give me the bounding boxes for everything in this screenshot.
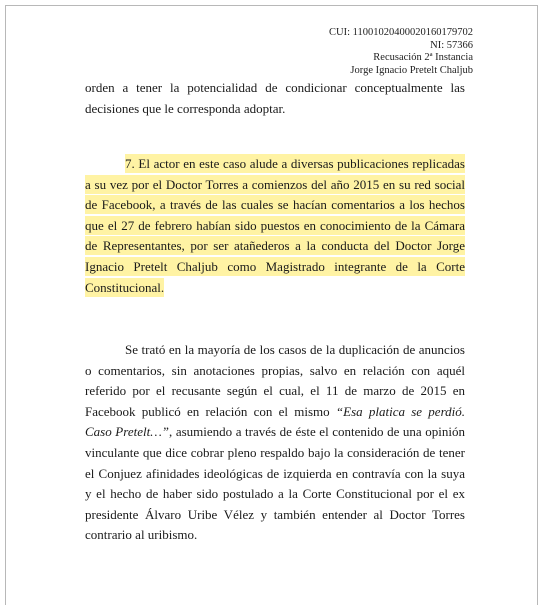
paragraph-continuation	[85, 78, 465, 119]
header-recusacion: Recusación 2ª Instancia	[373, 52, 473, 63]
paragraph-3	[85, 340, 465, 546]
paragraph-1-text: orden a tener la potencialidad de condicionar conceptualmente las decisiones que le corresponda adoptar.	[85, 80, 465, 116]
header-name: Jorge Ignacio Pretelt Chaljub	[350, 64, 473, 76]
header-cui: CUI: 11001020400020160179702	[329, 27, 473, 38]
header-ni: NI: 57366	[430, 39, 473, 51]
paragraph-3-text-before: Se trató en la mayoría de los casos de la duplicación de anuncios o comentarios, sin anotaciones propias, salvo en relación con aquél referido por el recusante según el cual, el 11 de marzo de 2015 en Facebook publicó en relación con el mismo	[85, 342, 465, 419]
highlighted-text: 7. El actor en este caso alude a diversas publicaciones replicadas a su vez por el Doctor Torres a comienzos del año 2015 en su red social de Facebook, a través de las cuales se hacían comentarios a los hechos que el 27 de febrero habían sido puestos en conocimiento de la Cámara de Representantes, por ser atañederos a la conducta del Doctor Jorge Ignacio Pretelt Chaljub como Magistrado integrante de la Corte Constitucional.	[85, 156, 465, 295]
paragraph-3-text-after: , asumiendo a través de éste el contenido de una opinión vinculante que dice cobrar pleno respaldo bajo la consideración de tener el Conjuez afinidades ideológicas de izquierda en contravía con la suya y el hecho de haber sido postulado a la Corte Constitucional por el ex presidente Álvaro Uribe Vélez y también entender al Doctor Torres contrario al uribismo.	[85, 424, 465, 543]
document-header	[329, 27, 473, 77]
quoted-post: “Esa platica se perdió. Caso Pretelt…”	[85, 403, 466, 440]
paragraph-7-highlighted	[85, 154, 465, 298]
